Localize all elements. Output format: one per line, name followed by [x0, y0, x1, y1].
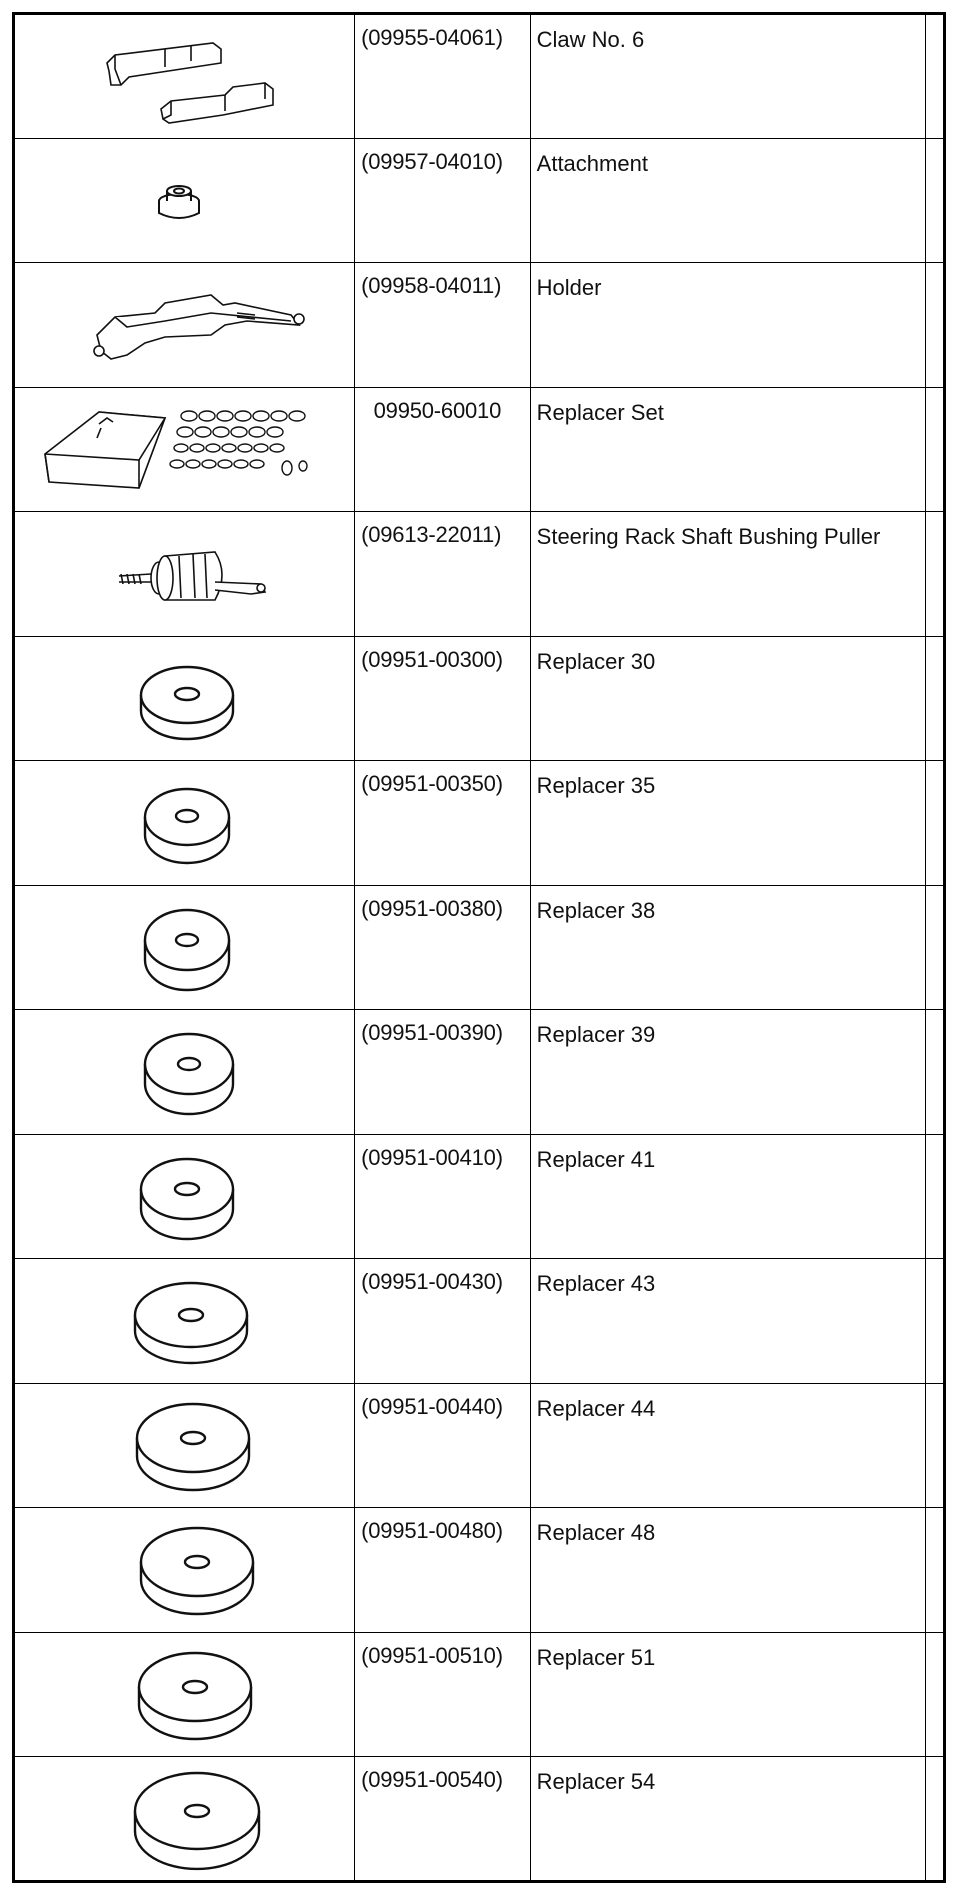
tool-name-cell — [530, 1010, 925, 1135]
part-number: (09951-00480) — [361, 1518, 503, 1543]
table-row — [14, 1134, 945, 1259]
tool-illustration-cell — [14, 1757, 355, 1882]
table-row — [14, 1259, 945, 1384]
blank-cell — [925, 1383, 944, 1508]
tool-name: Replacer 51 — [536, 1644, 656, 1670]
tool-name: Replacer 43 — [536, 1271, 656, 1296]
blank-cell — [925, 1134, 944, 1259]
blank-cell — [925, 263, 944, 388]
part-number: (09951-00410) — [361, 1144, 503, 1170]
tool-illustration-cell — [14, 1383, 355, 1508]
table-row — [14, 885, 945, 1010]
tool-table-sheet — [12, 12, 946, 1880]
tool-name: Replacer Set — [536, 399, 664, 425]
tool-name: Holder — [536, 275, 602, 300]
part-number: (09951-00540) — [361, 1767, 503, 1792]
replacer-disc-icon — [15, 1010, 353, 1134]
tool-name-cell — [530, 1632, 925, 1757]
tool-name-cell — [530, 1757, 925, 1882]
tool-name: Replacer 48 — [536, 1520, 656, 1545]
tool-name-cell — [530, 1259, 925, 1384]
part-number-cell — [355, 138, 531, 263]
part-number-cell — [355, 1632, 531, 1757]
tool-illustration-cell — [14, 1010, 355, 1135]
part-number: (09951-00380) — [361, 895, 503, 921]
tool-name: Steering Rack Shaft Bushing Puller — [536, 524, 881, 549]
table-row — [14, 761, 945, 886]
part-number-cell — [355, 1508, 531, 1633]
tool-name: Replacer 54 — [536, 1769, 656, 1794]
blank-cell — [925, 885, 944, 1010]
special-tool-table — [12, 12, 946, 1883]
blank-cell — [925, 512, 944, 637]
part-number: (09951-00350) — [361, 771, 503, 796]
tool-name-cell — [530, 1383, 925, 1508]
blank-cell — [925, 1508, 944, 1633]
table-row — [14, 387, 945, 512]
part-number: (09957-04010) — [361, 148, 503, 174]
part-number-cell — [355, 1259, 531, 1384]
tool-illustration-cell — [14, 387, 355, 512]
table-row — [14, 636, 945, 761]
tool-name-cell — [530, 1508, 925, 1633]
tool-name-cell — [530, 387, 925, 512]
table-row — [14, 14, 945, 139]
tool-illustration-cell — [14, 512, 355, 637]
attachment-icon — [15, 139, 353, 263]
replacer-disc-icon — [15, 1259, 353, 1383]
tool-name: Replacer 41 — [536, 1146, 656, 1172]
blank-cell — [925, 761, 944, 886]
tool-illustration-cell — [14, 1508, 355, 1633]
tool-name-cell — [530, 263, 925, 388]
replacer-disc-icon — [15, 1135, 353, 1259]
tool-name: Replacer 39 — [536, 1022, 656, 1047]
blank-cell — [925, 1632, 944, 1757]
part-number-cell — [355, 1134, 531, 1259]
replacer-set-icon — [15, 388, 353, 512]
part-number: (09951-00390) — [361, 1020, 503, 1045]
part-number: (09951-00510) — [361, 1642, 503, 1668]
part-number-cell — [355, 761, 531, 886]
part-number: (09613-22011) — [361, 522, 502, 547]
table-row — [14, 1010, 945, 1135]
claw-icon — [15, 15, 353, 139]
tool-name: Replacer 44 — [536, 1395, 656, 1421]
tool-illustration-cell — [14, 636, 355, 761]
part-number-cell — [355, 263, 531, 388]
tool-name-cell — [530, 761, 925, 886]
part-number: 09950-60010 — [373, 397, 502, 423]
replacer-disc-icon — [15, 1384, 353, 1508]
part-number-cell — [355, 387, 531, 512]
tool-name-cell — [530, 636, 925, 761]
table-row — [14, 1632, 945, 1757]
tool-illustration-cell — [14, 1632, 355, 1757]
blank-cell — [925, 1259, 944, 1384]
part-number: (09955-04061) — [361, 25, 503, 50]
part-number-cell — [355, 1757, 531, 1882]
part-number: (09958-04011) — [361, 273, 502, 298]
tool-name-cell — [530, 14, 925, 139]
tool-illustration-cell — [14, 14, 355, 139]
tool-illustration-cell — [14, 1259, 355, 1384]
part-number-cell — [355, 885, 531, 1010]
tool-name: Replacer 35 — [536, 773, 656, 798]
holder-icon — [15, 263, 353, 387]
part-number-cell — [355, 1010, 531, 1135]
blank-cell — [925, 1010, 944, 1135]
part-number: (09951-00300) — [361, 646, 503, 672]
tool-name: Claw No. 6 — [536, 27, 645, 52]
blank-cell — [925, 387, 944, 512]
tool-name-cell — [530, 512, 925, 637]
replacer-disc-icon — [15, 1633, 353, 1757]
tool-name: Attachment — [536, 150, 648, 176]
table-row — [14, 263, 945, 388]
tool-name: Replacer 30 — [536, 648, 656, 674]
table-row — [14, 1757, 945, 1882]
replacer-disc-icon — [15, 1508, 353, 1632]
tool-illustration-cell — [14, 761, 355, 886]
part-number-cell — [355, 636, 531, 761]
tool-name: Replacer 38 — [536, 897, 656, 923]
table-row — [14, 512, 945, 637]
part-number-cell — [355, 512, 531, 637]
replacer-disc-icon — [15, 886, 353, 1010]
part-number: (09951-00430) — [361, 1269, 503, 1294]
blank-cell — [925, 14, 944, 139]
blank-cell — [925, 138, 944, 263]
tool-name-cell — [530, 885, 925, 1010]
replacer-disc-icon — [15, 1757, 353, 1881]
table-row — [14, 138, 945, 263]
tool-name-cell — [530, 1134, 925, 1259]
blank-cell — [925, 636, 944, 761]
tool-illustration-cell — [14, 1134, 355, 1259]
part-number-cell — [355, 14, 531, 139]
table-row — [14, 1508, 945, 1633]
tool-illustration-cell — [14, 263, 355, 388]
part-number-cell — [355, 1383, 531, 1508]
replacer-disc-icon — [15, 637, 353, 761]
bushing-puller-icon — [15, 512, 353, 636]
table-row — [14, 1383, 945, 1508]
blank-cell — [925, 1757, 944, 1882]
replacer-disc-icon — [15, 761, 353, 885]
tool-illustration-cell — [14, 885, 355, 1010]
tool-illustration-cell — [14, 138, 355, 263]
part-number: (09951-00440) — [361, 1393, 503, 1419]
tool-name-cell — [530, 138, 925, 263]
